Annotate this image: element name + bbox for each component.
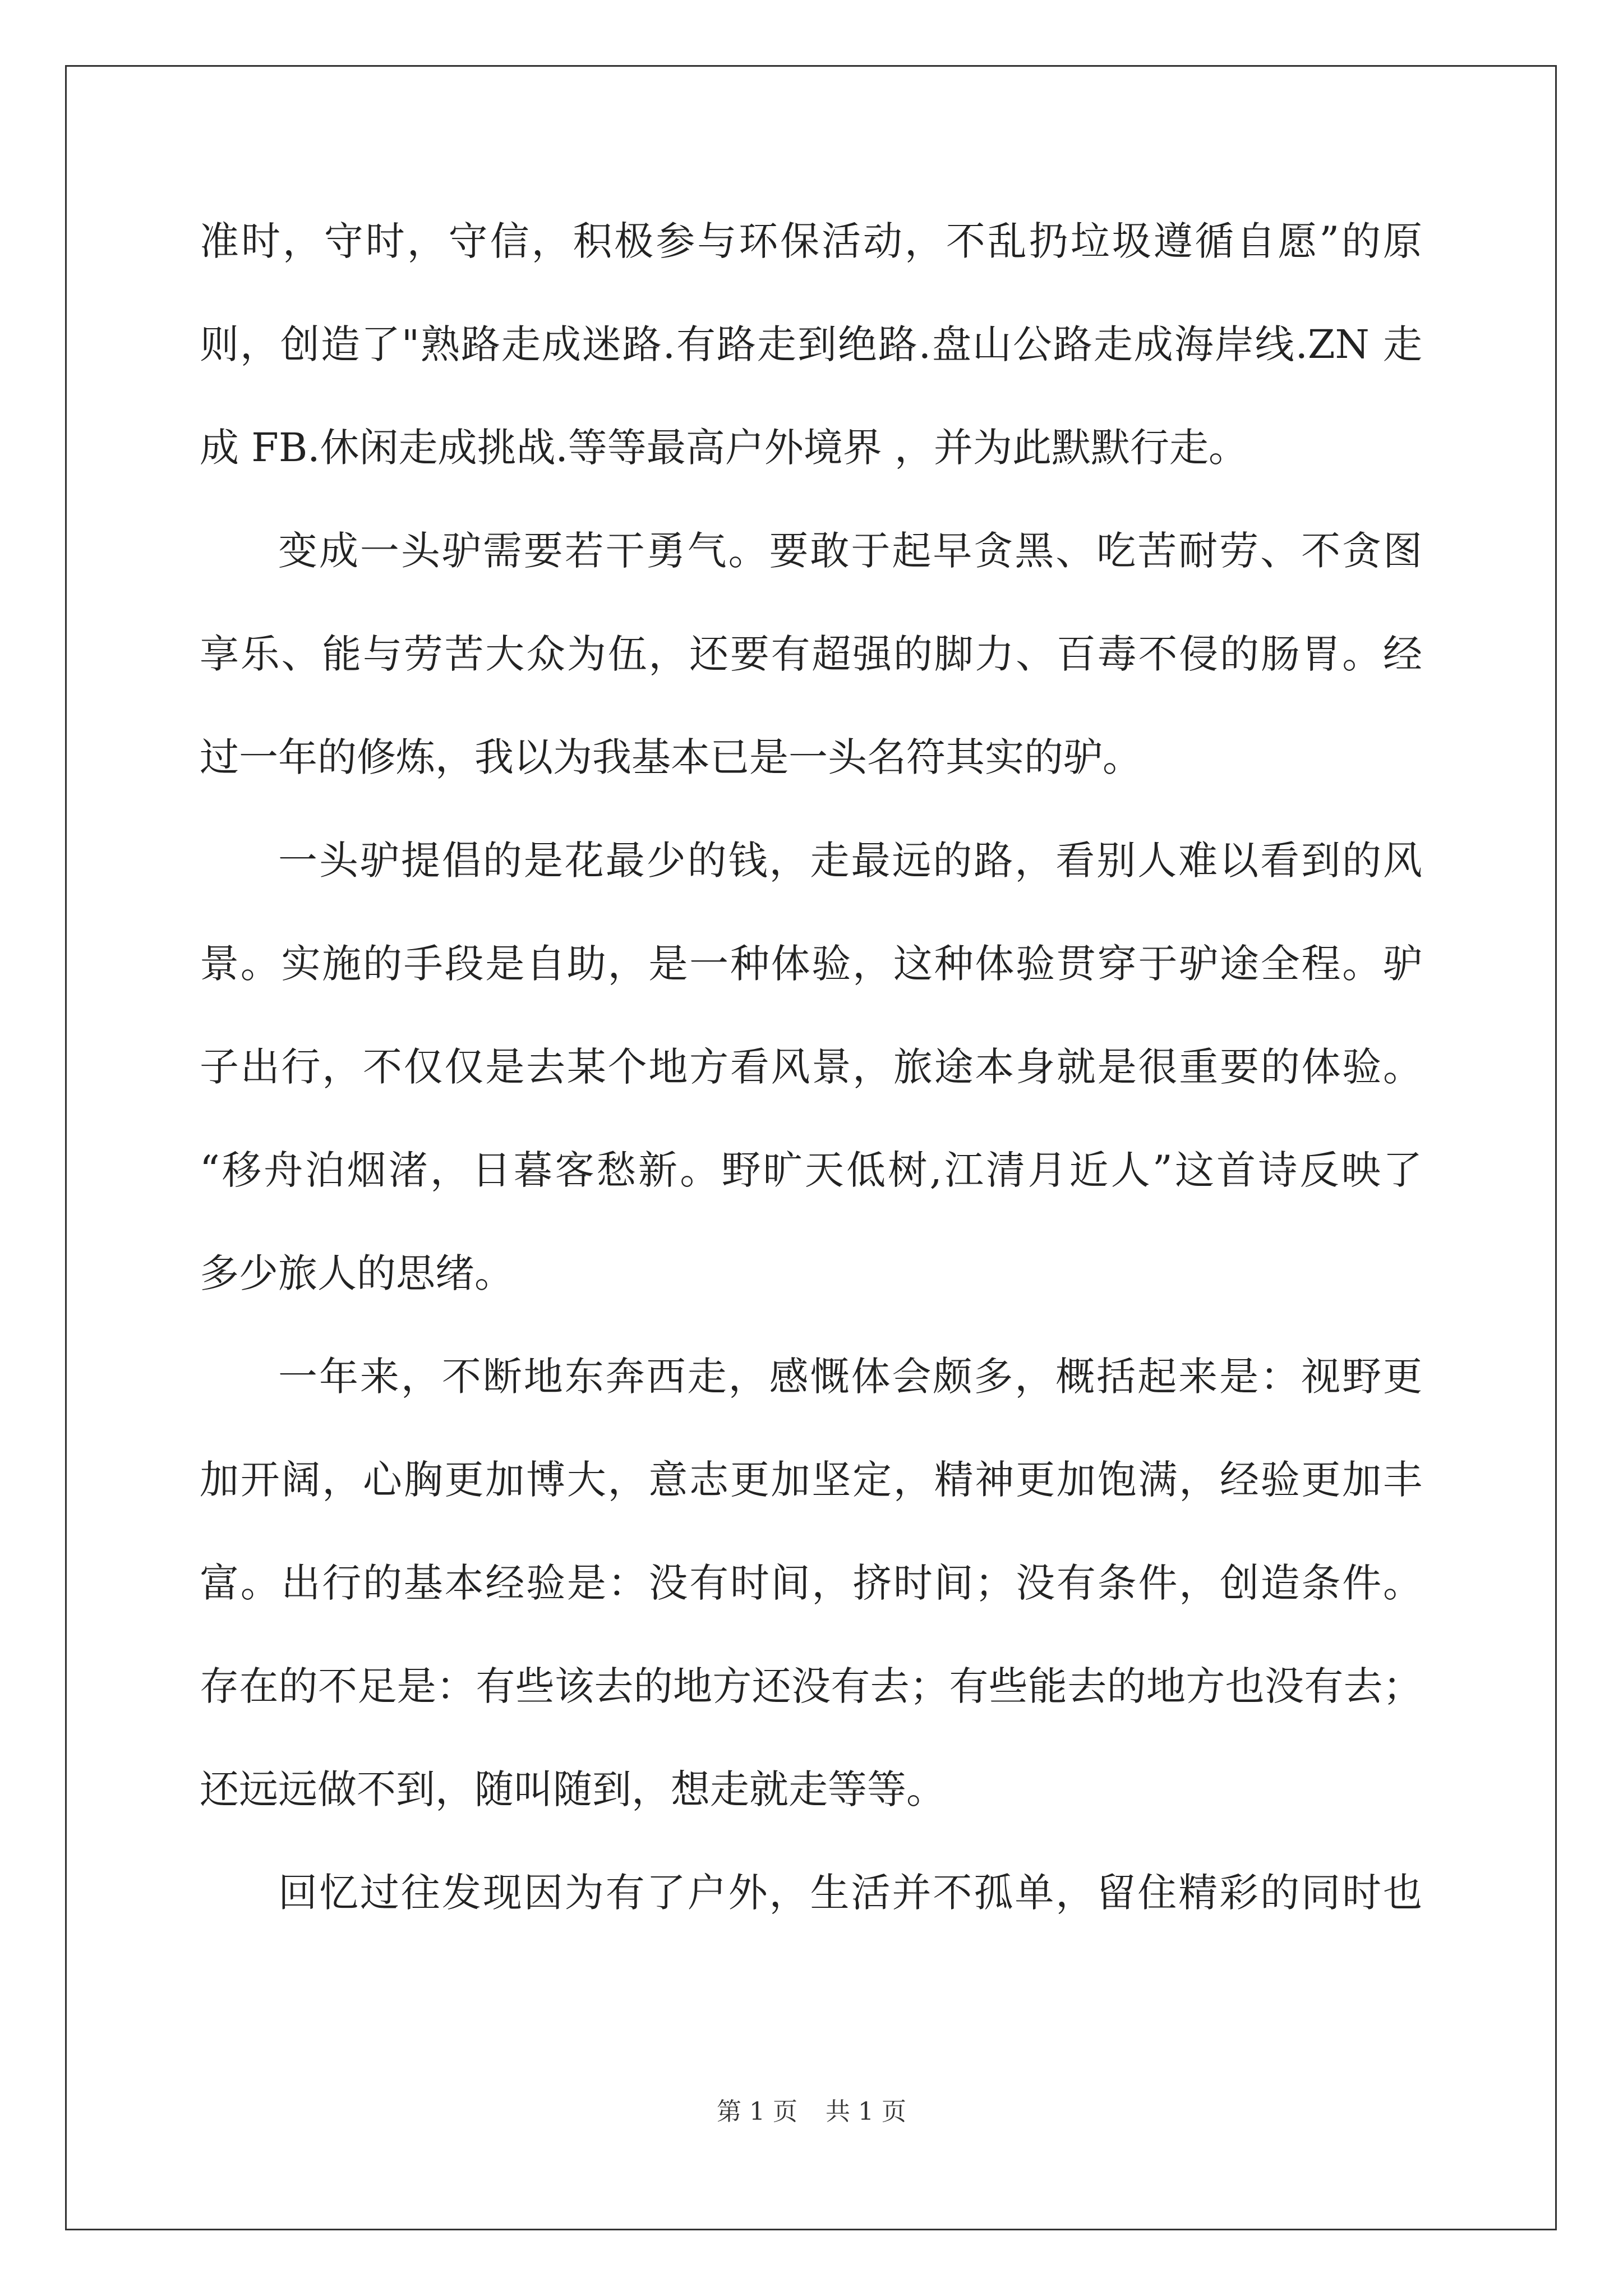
text-line: 成 FB.休闲走成挑战.等等最高户外境界 ，并为此默默行走。 [200, 425, 1248, 471]
text-line: 加开阔，心胸更加博大，意志更加坚定，精神更加饱满，经验更加丰 [200, 1457, 1422, 1503]
paragraph-start-line: 变成一头驴需要若干勇气。要敢于起早贪黑、吃苦耐劳、不贪图 [278, 528, 1422, 574]
text-line: 还远远做不到，随叫随到，想走就走等等。 [200, 1766, 946, 1812]
text-line: 准时，守时，守信，积极参与环保活动，不乱扔垃圾遵循自愿”的原 [200, 218, 1422, 264]
text-line: 则，创造了"熟路走成迷路.有路走到绝路.盘山公路走成海岸线.ZN 走 [200, 321, 1422, 367]
text-line: 存在的不足是：有些该去的地方还没有去；有些能去的地方也没有去； [200, 1663, 1422, 1709]
paragraph-start-line: 回忆过往发现因为有了户外，生活并不孤单，留住精彩的同时也 [278, 1870, 1422, 1916]
paragraph-start-line: 一年来，不断地东奔西走，感慨体会颇多，概括起来是：视野更 [278, 1354, 1422, 1400]
text-line: 富。出行的基本经验是：没有时间，挤时间；没有条件，创造条件。 [200, 1560, 1422, 1606]
page-footer [0, 2091, 1623, 2127]
text-line: 享乐、能与劳苦大众为伍，还要有超强的脚力、百毒不侵的肠胃。经 [200, 631, 1422, 677]
text-line: 过一年的修炼，我以为我基本已是一头名符其实的驴。 [200, 734, 1142, 780]
page-number: 第 1 页 [717, 2097, 797, 2126]
paragraph-start-line: 一头驴提倡的是花最少的钱，走最远的路，看别人难以看到的风 [278, 838, 1422, 884]
text-line: 景。实施的手段是自助，是一种体验，这种体验贯穿于驴途全程。驴 [200, 941, 1422, 987]
text-line: 多少旅人的思绪。 [200, 1250, 514, 1296]
text-line: “移舟泊烟渚，日暮客愁新。野旷天低树,江清月近人”这首诗反映了 [200, 1147, 1422, 1193]
text-line: 子出行，不仅仅是去某个地方看风景，旅途本身就是很重要的体验。 [200, 1044, 1422, 1090]
page-total: 共 1 页 [826, 2097, 906, 2126]
